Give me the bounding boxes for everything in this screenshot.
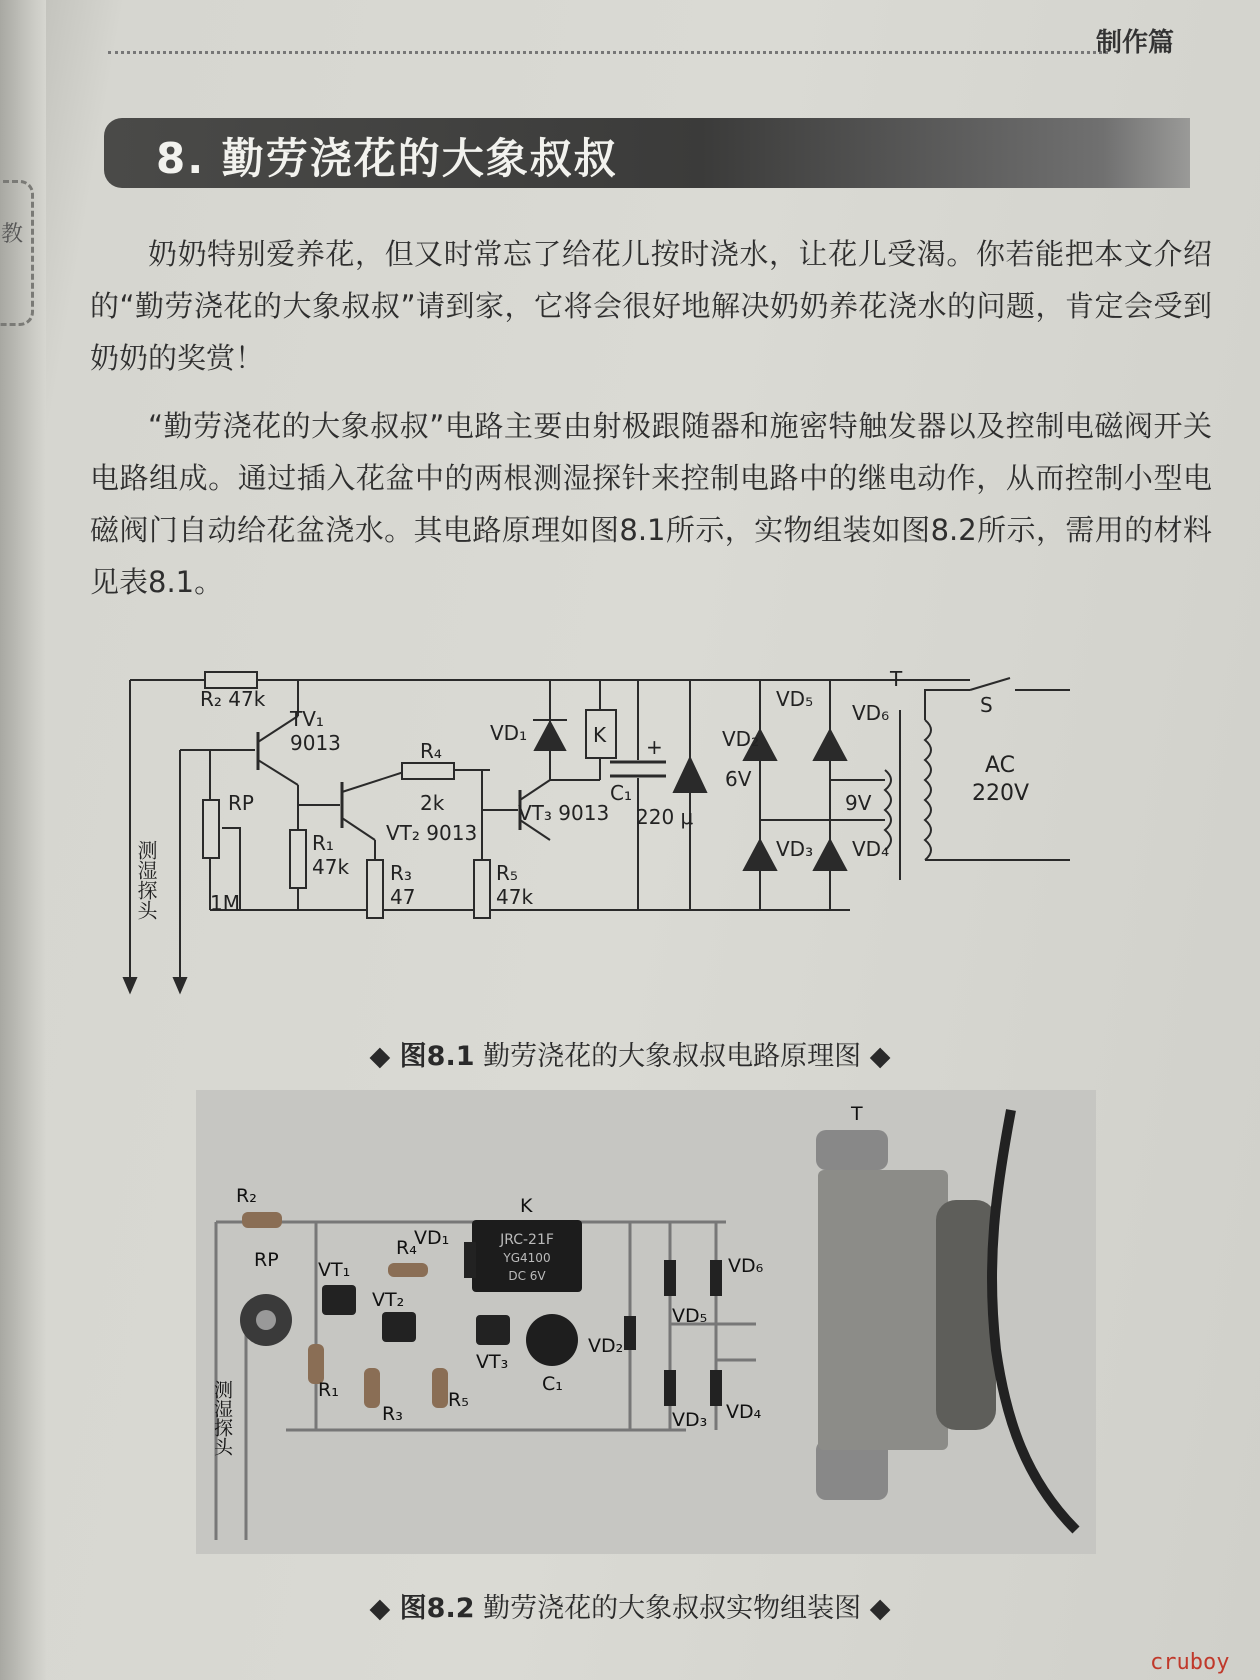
paragraph-intro: 奶奶特别爱养花，但又时常忘了给花儿按时浇水，让花儿受渴。你若能把本文介绍的“勤劳浇花的大象叔叔”请到家，它将会很好地解决奶奶养花浇水的问题，肯定会受到奶奶的奖赏！ bbox=[90, 237, 1212, 375]
photo-label-rp: RP bbox=[254, 1249, 279, 1271]
vt2-collector bbox=[342, 770, 410, 792]
photo-label-vt2: VT₂ bbox=[372, 1289, 405, 1311]
assembly-photo bbox=[196, 1090, 1096, 1554]
r1-resistor-part bbox=[308, 1344, 324, 1384]
transformer-winding bbox=[936, 1200, 996, 1430]
label-ac: AC bbox=[985, 753, 1016, 778]
label-tv1-part: 9013 bbox=[290, 731, 341, 755]
label-vd6: VD₆ bbox=[852, 701, 890, 725]
r2-resistor-part bbox=[242, 1212, 282, 1228]
label-r4-value: 2k bbox=[420, 791, 445, 815]
label-vd1: VD₁ bbox=[490, 721, 528, 745]
transformer-primary-coil bbox=[925, 720, 931, 860]
transformer-mount-top bbox=[816, 1130, 888, 1170]
photo-label-vd4: VD₄ bbox=[726, 1401, 762, 1423]
figure2-caption bbox=[0, 1586, 1260, 1625]
probe-arrow-right bbox=[174, 978, 186, 992]
vd2-diode-part bbox=[624, 1316, 636, 1350]
header-dotted-rule bbox=[108, 51, 1108, 54]
label-switch-s: S bbox=[980, 693, 993, 717]
figure1-caption-number: ◆ 图8.1 bbox=[369, 1041, 475, 1072]
relay-print-line2: YG4100 bbox=[503, 1251, 551, 1265]
photo-label-vd5: VD₅ bbox=[672, 1305, 708, 1327]
photo-label-r5: R₅ bbox=[448, 1389, 469, 1411]
label-vd3: VD₃ bbox=[776, 837, 814, 861]
label-r1: R₁ bbox=[312, 831, 334, 855]
photo-label-c1: C₁ bbox=[542, 1373, 563, 1395]
label-probe: 测湿探头 bbox=[134, 840, 158, 920]
label-r5: R₅ bbox=[496, 861, 518, 885]
label-k: K bbox=[593, 723, 607, 747]
paragraph-circuit-description: “勤劳浇花的大象叔叔”电路主要由射极跟随器和施密特触发器以及控制电磁阀开关电路组成。通过插入花盆中的两根测湿探针来控制电路中的继电动作，从而控制小型电磁阀门自动给花盆浇水。其电路原理如图8.1所示，实物组装如图8.2所示，需用的材料见表8.1。 bbox=[90, 409, 1212, 599]
r4-resistor-symbol bbox=[402, 763, 454, 779]
transformer-t-part bbox=[818, 1170, 948, 1450]
watermark: cruboy bbox=[1150, 1650, 1230, 1675]
relay-print-line3: DC 6V bbox=[508, 1269, 546, 1283]
label-c1-plus: + bbox=[646, 735, 663, 759]
margin-tab-glyph: 教 bbox=[1, 222, 24, 247]
r2-resistor-symbol bbox=[205, 672, 257, 688]
label-tv1: TV₁ bbox=[290, 707, 324, 731]
photo-label-vt1: VT₁ bbox=[318, 1259, 351, 1281]
photo-label-t: T bbox=[851, 1103, 863, 1125]
photo-label-r1: R₁ bbox=[318, 1379, 339, 1401]
r1-resistor-symbol bbox=[290, 830, 306, 888]
figure1-caption-text: 勤劳浇花的大象叔叔电路原理图 ◆ bbox=[483, 1041, 891, 1072]
rp-knob bbox=[256, 1310, 276, 1330]
r3-resistor-symbol bbox=[367, 860, 383, 918]
margin-tab bbox=[0, 180, 34, 326]
label-c1-value: 220 μ bbox=[636, 805, 694, 829]
label-vt3: VT₃ 9013 bbox=[518, 801, 610, 825]
r5-resistor-symbol bbox=[474, 860, 490, 918]
section-label: 制作篇 bbox=[1096, 28, 1175, 58]
vd1-diode-symbol bbox=[535, 722, 565, 750]
switch-s-symbol bbox=[970, 678, 1010, 690]
chapter-title-bar bbox=[104, 118, 1190, 188]
vt1-transistor-part bbox=[322, 1285, 356, 1315]
photo-label-r4: R₄ bbox=[396, 1237, 417, 1259]
label-vd4: VD₄ bbox=[852, 837, 890, 861]
label-ac-voltage: 220V bbox=[972, 781, 1030, 806]
photo-label-r3: R₃ bbox=[382, 1403, 403, 1425]
photo-label-vd6: VD₆ bbox=[728, 1255, 764, 1277]
label-rp-value: 1M bbox=[210, 891, 240, 915]
label-r1-value: 47k bbox=[312, 855, 350, 879]
vd3-diode-symbol bbox=[744, 840, 776, 870]
rp-wiper bbox=[222, 828, 240, 870]
label-r5-value: 47k bbox=[496, 885, 534, 909]
photo-label-vd3: VD₃ bbox=[672, 1409, 708, 1431]
label-r2: R₂ 47k bbox=[200, 687, 266, 711]
vd4-diode-part bbox=[710, 1370, 722, 1406]
r4-resistor-part bbox=[388, 1263, 428, 1277]
chapter-title: 8. 勤劳浇花的大象叔叔 bbox=[156, 134, 618, 183]
rp-potentiometer-symbol bbox=[203, 800, 219, 858]
label-transformer-t: T bbox=[890, 667, 903, 691]
vd5-diode-part bbox=[664, 1260, 676, 1296]
figure2-caption-text: 勤劳浇花的大象叔叔实物组装图 ◆ bbox=[483, 1593, 891, 1624]
figure1-caption bbox=[0, 1034, 1260, 1073]
label-vd2: VD₂ bbox=[722, 727, 760, 751]
vd6-diode-symbol bbox=[814, 730, 846, 760]
photo-label-vd1: VD₁ bbox=[414, 1227, 450, 1249]
label-zener-value: 6V bbox=[725, 767, 752, 791]
circuit-schematic bbox=[110, 660, 1170, 1020]
r5-resistor-part bbox=[432, 1368, 448, 1408]
vd4-diode-symbol bbox=[814, 840, 846, 870]
figure2-caption-number: ◆ 图8.2 bbox=[369, 1593, 475, 1624]
zener-diode-symbol bbox=[674, 758, 706, 792]
vt3-collector bbox=[520, 780, 550, 800]
label-r3: R₃ bbox=[390, 861, 412, 885]
tv1-emitter bbox=[258, 760, 298, 785]
c1-capacitor-part bbox=[526, 1314, 578, 1366]
primary-top-wire bbox=[925, 690, 970, 720]
vd3-diode-part bbox=[664, 1370, 676, 1406]
label-rp: RP bbox=[228, 791, 254, 815]
label-secondary-voltage: 9V bbox=[845, 791, 872, 815]
r3-resistor-part bbox=[364, 1368, 380, 1408]
photo-label-r2: R₂ bbox=[236, 1185, 257, 1207]
photo-label-vd2: VD₂ bbox=[588, 1335, 624, 1357]
probe-arrow-left bbox=[124, 978, 136, 992]
vt2-emitter bbox=[342, 818, 375, 840]
vd6-diode-part bbox=[710, 1260, 722, 1296]
photo-label-probe: 测湿探头 bbox=[211, 1380, 233, 1456]
relay-print-line1: JRC-21F bbox=[500, 1232, 554, 1248]
label-vt2: VT₂ 9013 bbox=[386, 821, 478, 845]
photo-label-k: K bbox=[520, 1195, 533, 1217]
vd1-diode-part bbox=[464, 1242, 476, 1278]
label-r3-value: 47 bbox=[390, 885, 416, 909]
label-vd5: VD₅ bbox=[776, 687, 814, 711]
vt2-transistor-part bbox=[382, 1312, 416, 1342]
label-c1: C₁ bbox=[610, 781, 632, 805]
vt3-transistor-part bbox=[476, 1315, 510, 1345]
label-r4: R₄ bbox=[420, 739, 442, 763]
photo-label-vt3: VT₃ bbox=[476, 1351, 509, 1373]
